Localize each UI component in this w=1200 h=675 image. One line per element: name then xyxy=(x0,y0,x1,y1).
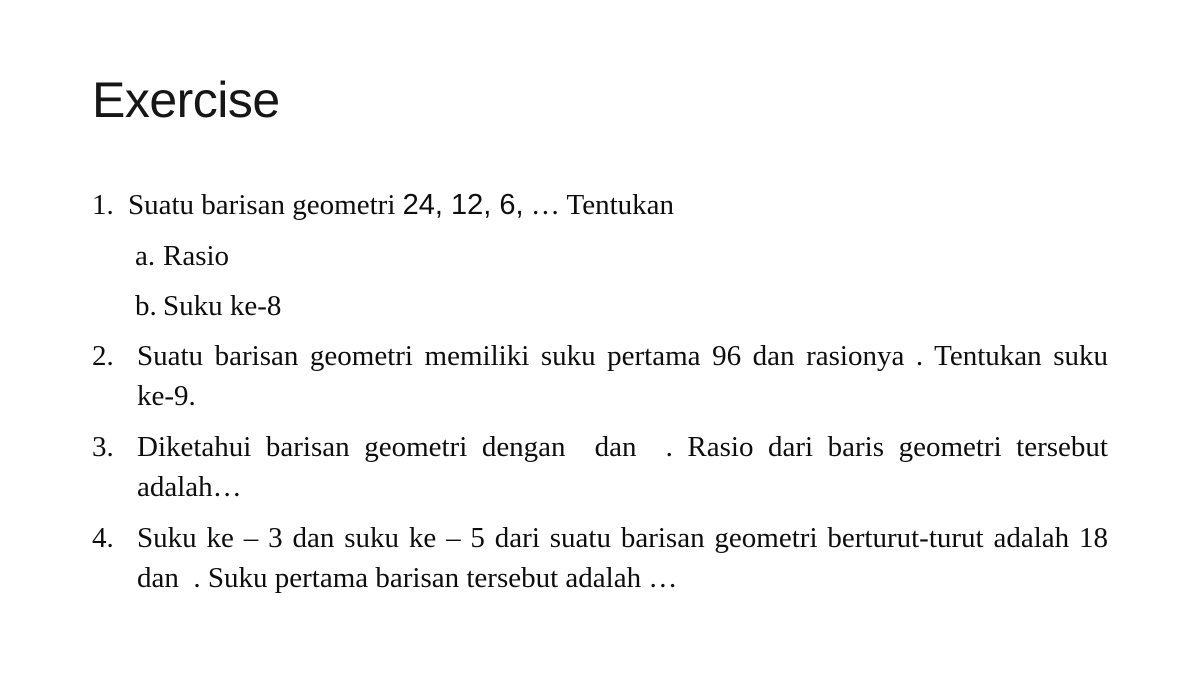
item-4-number: 4. xyxy=(92,522,114,554)
exercise-subitem-a xyxy=(135,236,1108,276)
item-1-segment-2: 24, 12, 6, xyxy=(402,189,524,221)
item-1-segment-1: Suatu barisan geometri xyxy=(128,189,403,221)
subitem-a-label: a. xyxy=(135,240,156,272)
item-3-number: 3. xyxy=(92,431,114,463)
item-3-line-2: adalah… xyxy=(137,471,242,503)
exercise-item-3 xyxy=(92,427,1108,507)
item-3-line-1: Diketahui barisan geometri dengan dan . Rasio dari baris geometri tersebut xyxy=(137,431,1108,463)
item-2-line-2: ke-9. xyxy=(137,380,196,412)
exercise-item-4 xyxy=(92,518,1108,598)
exercise-item-2 xyxy=(92,336,1108,416)
item-1-text xyxy=(128,185,1108,225)
item-4-line-2: dan . Suku pertama barisan tersebut adalah … xyxy=(137,562,678,594)
item-2-number: 2. xyxy=(92,340,114,372)
subitem-a-text: Rasio xyxy=(163,240,230,272)
exercise-item-1 xyxy=(92,185,1108,225)
item-4-line-1: Suku ke – 3 dan suku ke – 5 dari suatu barisan geometri berturut-turut adalah 18 xyxy=(137,522,1108,554)
item-3-text xyxy=(137,427,1108,507)
slide-title: Exercise xyxy=(92,72,280,128)
item-2-line-1: Suatu barisan geometri memiliki suku pertama 96 dan rasionya . Tentukan suku xyxy=(137,340,1108,372)
subitem-b-label: b. xyxy=(135,290,157,322)
exercise-subitem-b xyxy=(135,286,1108,326)
exercise-list xyxy=(92,185,1108,609)
item-4-text xyxy=(137,518,1108,598)
subitem-b-text: Suku ke-8 xyxy=(163,290,282,322)
item-1-segment-3: … Tentukan xyxy=(523,189,675,221)
item-1-number: 1. xyxy=(92,189,114,221)
item-2-text xyxy=(137,336,1108,416)
